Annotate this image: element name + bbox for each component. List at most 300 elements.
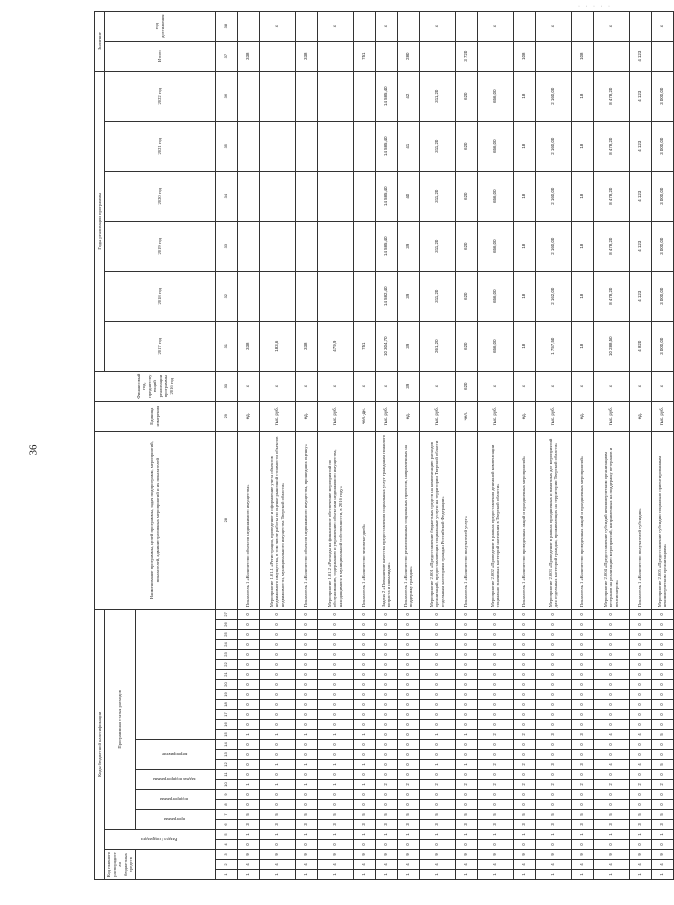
total-cell: 108	[513, 41, 535, 71]
code-cell: 0	[455, 710, 477, 720]
year-value-cell	[295, 271, 317, 321]
code-cell: 0	[571, 690, 593, 700]
code-cell: 0	[397, 660, 419, 670]
code-cell: 1	[455, 730, 477, 740]
code-cell: 0	[455, 609, 477, 619]
code-cell: 2	[455, 780, 477, 790]
code-cell: 0	[571, 640, 593, 650]
table-row	[295, 11, 317, 879]
code-cell: 0	[477, 700, 513, 710]
code-cell: 0	[629, 750, 651, 760]
code-cell: 0	[295, 800, 317, 810]
code-cell: 0	[295, 710, 317, 720]
code-cell: 0	[375, 800, 397, 810]
reach-year-cell: х	[259, 11, 295, 41]
code-cell: 1	[317, 780, 353, 790]
unit-cell: тыс. руб.	[477, 401, 513, 431]
row-name-cell: Задача 2 «Повышение качества предоставления социальных услуг гражданам пожилого возраста и инвалидам»	[375, 431, 397, 609]
code-cell: 0	[317, 750, 353, 760]
row-name-cell: Показатель 1 «Количество объектов недвижимого имущества»	[237, 431, 259, 609]
code-cell: 0	[535, 790, 571, 800]
code-cell: 0	[375, 700, 397, 710]
code-cell: 0	[455, 620, 477, 630]
target-col-label: задача подпрограммы	[152, 777, 196, 783]
code-cell: 0	[295, 770, 317, 780]
year-value-cell	[353, 71, 375, 121]
code-cell: 3	[353, 820, 375, 830]
row-name-cell: Мероприятие 2.005 «Предоставление субсидии социально ориентированным некоммерческим организациям»	[651, 431, 673, 609]
column-index-cell: 16	[215, 720, 237, 730]
code-cell: 5	[477, 810, 513, 820]
code-cell: 5	[629, 810, 651, 820]
code-cell: 0	[353, 640, 375, 650]
code-cell: 0	[397, 760, 419, 770]
code-cell: 0	[455, 670, 477, 680]
total-cell: 338	[295, 41, 317, 71]
code-cell: 0	[397, 710, 419, 720]
year-value-cell: 2 160,00	[535, 71, 571, 121]
column-index-cell: 33	[215, 221, 237, 271]
year-header-2018: 2018 год	[105, 271, 216, 321]
column-index-cell: 21	[215, 670, 237, 680]
code-cell: 0	[571, 840, 593, 850]
code-cell: 0	[317, 800, 353, 810]
code-cell: 0	[295, 750, 317, 760]
code-cell: 0	[651, 650, 673, 660]
code-cell: 0	[513, 790, 535, 800]
row-name-cell: Показатель 1 «Количество объектов недвижимого имущества, прошедших оценку»	[295, 431, 317, 609]
unit-cell: ед.	[295, 401, 317, 431]
year-value-cell: 311,20	[419, 271, 455, 321]
code-cell: 3	[651, 820, 673, 830]
year-value-cell	[353, 221, 375, 271]
unit-cell: ед.	[571, 401, 593, 431]
code-cell: 0	[419, 710, 455, 720]
table-row	[353, 11, 375, 879]
code-cell: 0	[375, 740, 397, 750]
code-cell: 0	[513, 750, 535, 760]
code-cell: 0	[535, 710, 571, 720]
year-value-cell	[295, 171, 317, 221]
code-cell: 0	[535, 609, 571, 619]
unit-cell: тыс. руб.	[317, 401, 353, 431]
code-cell: 1	[353, 730, 375, 740]
code-cell: 0	[237, 660, 259, 670]
row-name-cell: Показатель 1 «Количество реализованных социальных проектов, направленных на поддержку граждан»	[397, 431, 419, 609]
code-cell: 0	[419, 790, 455, 800]
reach-year-cell: х	[651, 11, 673, 41]
code-cell: 9	[477, 850, 513, 860]
code-cell: 2	[629, 780, 651, 790]
year-value-cell: 4 820	[629, 321, 651, 371]
code-cell: 0	[419, 800, 455, 810]
code-cell: 3	[477, 820, 513, 830]
code-cell: 0	[477, 620, 513, 630]
total-cell	[535, 41, 571, 71]
year-value-cell	[237, 221, 259, 271]
column-index-cell: 9	[215, 790, 237, 800]
code-cell: 0	[259, 800, 295, 810]
code-cell: 4	[259, 860, 295, 870]
code-cell: 1	[295, 730, 317, 740]
code-cell: 0	[651, 690, 673, 700]
code-cell: 0	[593, 650, 629, 660]
year-value-cell	[353, 271, 375, 321]
code-cell: 9	[353, 850, 375, 860]
code-cell: 2	[419, 780, 455, 790]
code-cell: 0	[629, 620, 651, 630]
code-filler-header	[135, 609, 215, 739]
code-cell: 0	[571, 710, 593, 720]
code-cell: 0	[513, 710, 535, 720]
code-cell: 5	[513, 810, 535, 820]
code-cell: 0	[397, 840, 419, 850]
row-name-cell: Мероприятие 2.004 «Предоставление субсидий некоммерческим организациям ветеранов на реализацию мероприятий, направленных на поддержку ветеранов и пенсионеров»	[593, 431, 629, 609]
code-cell: 1	[651, 830, 673, 840]
code-cell: 3	[535, 820, 571, 830]
year-value-cell: 18	[513, 271, 535, 321]
column-index-cell: 22	[215, 660, 237, 670]
code-cell: 3	[317, 820, 353, 830]
year-value-cell	[353, 121, 375, 171]
year-value-cell: 3 000,00	[651, 321, 673, 371]
code-cell: 0	[375, 650, 397, 660]
code-cell: 1	[477, 830, 513, 840]
code-cell: 0	[317, 609, 353, 619]
code-cell: 0	[477, 800, 513, 810]
code-cell: 0	[629, 800, 651, 810]
code-cell: 0	[477, 650, 513, 660]
code-cell: 0	[419, 770, 455, 780]
target-col-header	[135, 770, 215, 790]
code-cell: 0	[477, 690, 513, 700]
code-cell: 5	[571, 810, 593, 820]
code-cell: 0	[651, 680, 673, 690]
code-cell: 0	[317, 840, 353, 850]
code-cell: 0	[419, 660, 455, 670]
code-cell: 1	[535, 830, 571, 840]
unit-cell: тыс. руб.	[375, 401, 397, 431]
code-cell: 0	[477, 680, 513, 690]
code-cell: 0	[295, 680, 317, 690]
code-cell: 0	[375, 620, 397, 630]
code-cell: 0	[535, 720, 571, 730]
code-cell: 0	[593, 670, 629, 680]
code-cell: 1	[593, 830, 629, 840]
code-cell: 0	[629, 609, 651, 619]
code-cell: 0	[571, 660, 593, 670]
year-value-cell: 1 757,50	[535, 321, 571, 371]
code-cell: 0	[535, 690, 571, 700]
code-cell: 0	[455, 800, 477, 810]
code-cell: 0	[593, 609, 629, 619]
fin-year-cell: х	[317, 371, 353, 401]
code-cell: 5	[455, 810, 477, 820]
code-cell: 0	[593, 740, 629, 750]
code-cell: 0	[477, 770, 513, 780]
fin-year-cell: х	[295, 371, 317, 401]
code-cell: 9	[237, 850, 259, 860]
year-value-cell: 2 160,00	[535, 221, 571, 271]
code-cell: 1	[353, 780, 375, 790]
column-index-cell: 32	[215, 271, 237, 321]
code-cell: 0	[571, 720, 593, 730]
row-name-cell: Мероприятие 2.002 «Проведение в рамках предоставления денежной компенсации социально значимых категорий населения в Тверской области»	[477, 431, 513, 609]
code-cell: 0	[259, 609, 295, 619]
reach-year-cell	[455, 11, 477, 41]
code-cell: 1	[237, 730, 259, 740]
code-cell: 4	[477, 860, 513, 870]
row-name-cell: Показатель 1 «Количество человеко-дней»	[353, 431, 375, 609]
unit-cell: ед.	[237, 401, 259, 431]
code-cell: 5	[651, 810, 673, 820]
code-cell: 0	[419, 609, 455, 619]
year-value-cell: 620	[455, 71, 477, 121]
code-cell: 0	[375, 720, 397, 730]
code-cell: 0	[593, 750, 629, 760]
year-value-cell: 656,00	[477, 71, 513, 121]
year-value-cell: 4 123	[629, 271, 651, 321]
code-cell: 0	[455, 650, 477, 660]
code-cell: 1	[455, 760, 477, 770]
year-value-cell: 311,20	[419, 171, 455, 221]
code-cell: 0	[419, 840, 455, 850]
code-cell: 0	[513, 680, 535, 690]
code-cell: 0	[295, 790, 317, 800]
code-cell: 0	[375, 760, 397, 770]
code-cell: 0	[455, 720, 477, 730]
code-cell: 0	[353, 680, 375, 690]
year-value-cell: 620	[455, 271, 477, 321]
column-index-cell: 10	[215, 780, 237, 790]
code-cell: 0	[237, 800, 259, 810]
table-row	[593, 11, 629, 879]
code-cell: 5	[397, 810, 419, 820]
code-cell: 0	[455, 680, 477, 690]
code-cell: 0	[419, 750, 455, 760]
code-cell: 1	[295, 760, 317, 770]
year-value-cell: 2 160,00	[535, 171, 571, 221]
code-cell: 0	[397, 670, 419, 680]
code-cell: 0	[237, 790, 259, 800]
code-cell: 0	[593, 630, 629, 640]
code-cell: 0	[353, 770, 375, 780]
code-cell: 1	[317, 830, 353, 840]
code-cell: 0	[353, 710, 375, 720]
fin-year-cell: х	[535, 371, 571, 401]
year-value-cell: 40	[397, 171, 419, 221]
code-cell: 0	[317, 660, 353, 670]
code-cell: 0	[535, 770, 571, 780]
code-cell: 9	[651, 850, 673, 860]
code-cell: 1	[295, 830, 317, 840]
column-index-cell: 28	[215, 431, 237, 609]
column-index-cell: 25	[215, 630, 237, 640]
code-cell: 0	[353, 740, 375, 750]
code-cell: 1	[419, 830, 455, 840]
code-cell: 4	[513, 860, 535, 870]
code-cell: 1	[571, 830, 593, 840]
row-name-cell: Показатель 1 «Количество получателей субсидии»	[629, 431, 651, 609]
total-cell	[651, 41, 673, 71]
code-cell: 3	[259, 820, 295, 830]
code-cell: 3	[419, 820, 455, 830]
code-cell: 5	[375, 810, 397, 820]
code-cell: 0	[259, 700, 295, 710]
code-cell: 0	[353, 750, 375, 760]
code-cell: 0	[295, 630, 317, 640]
code-cell: 9	[419, 850, 455, 860]
code-cell: 4	[593, 730, 629, 740]
code-cell: 0	[237, 620, 259, 630]
column-index-cell: 3	[215, 850, 237, 860]
code-cell: 0	[629, 640, 651, 650]
code-cell: 0	[455, 630, 477, 640]
year-value-cell: 39	[397, 271, 419, 321]
code-cell: 0	[259, 750, 295, 760]
code-cell: 0	[513, 770, 535, 780]
column-index-cell: 4	[215, 840, 237, 850]
year-value-cell: 3 000,00	[651, 121, 673, 171]
code-cell: 0	[593, 690, 629, 700]
year-value-cell	[295, 71, 317, 121]
code-cell: 0	[455, 840, 477, 850]
code-cell: 4	[295, 860, 317, 870]
rz-col-label: Раздел / подраздел	[140, 837, 178, 843]
code-cell: 0	[477, 750, 513, 760]
code-cell: 0	[513, 640, 535, 650]
code-cell: 1	[571, 870, 593, 880]
year-value-cell	[317, 71, 353, 121]
code-cell: 0	[375, 670, 397, 680]
year-value-cell: 656,00	[477, 121, 513, 171]
fin-year-cell: х	[651, 371, 673, 401]
code-cell: 0	[259, 660, 295, 670]
year-value-cell: 620	[455, 221, 477, 271]
code-cell: 0	[651, 630, 673, 640]
reach-year-cell: х	[317, 11, 353, 41]
code-cell: 0	[651, 720, 673, 730]
code-cell: 0	[375, 710, 397, 720]
year-value-cell: 14 582,40	[375, 271, 397, 321]
code-cell: 1	[419, 760, 455, 770]
name-col-header: Наименование программы, целей программы, задач подпрограмм, мероприятий, показателей, административных мероприятий и их показателей	[95, 431, 216, 609]
code-cell: 2	[593, 780, 629, 790]
fin-year-cell: х	[593, 371, 629, 401]
code-cell: 0	[455, 740, 477, 750]
row-name-cell: Мероприятие 1.01.1 «Регистрация, проведение и оформление учета объектов недвижимого имущества, в том числе работы по оценке рыночной стоимости объектов недвижимости, муниципального имущества Тверской области»	[259, 431, 295, 609]
grbs-code-header	[135, 850, 215, 880]
code-cell: 0	[237, 700, 259, 710]
fin-year-cell: 620	[455, 371, 477, 401]
table-row	[513, 11, 535, 879]
code-cell: 0	[571, 630, 593, 640]
total-cell: 338	[237, 41, 259, 71]
code-cell: 0	[535, 740, 571, 750]
fin-year-cell: х	[629, 371, 651, 401]
code-cell: 0	[651, 710, 673, 720]
code-cell: 0	[317, 620, 353, 630]
code-cell: 0	[455, 690, 477, 700]
year-value-cell	[237, 71, 259, 121]
year-value-cell: 14 585,40	[375, 221, 397, 271]
code-cell: 5	[593, 810, 629, 820]
code-cell: 0	[375, 640, 397, 650]
year-value-cell: 18	[513, 221, 535, 271]
code-cell: 0	[353, 660, 375, 670]
row-name-cell: Мероприятие 2.001 «Предоставление бюджетных средств на компенсацию расходов организаций, предоставляющих социальные услуги на территории Тверской области отдельным категориям граждан Российской Федерации»	[419, 431, 455, 609]
code-cell: 0	[237, 640, 259, 650]
code-cell: 0	[237, 840, 259, 850]
fin-year-cell: х	[375, 371, 397, 401]
code-cell: 5	[295, 810, 317, 820]
code-cell: 0	[397, 700, 419, 710]
code-cell: 2	[651, 780, 673, 790]
column-index-cell: 36	[215, 71, 237, 121]
code-cell: 0	[535, 630, 571, 640]
table-row	[419, 11, 455, 879]
column-index-cell: 17	[215, 710, 237, 720]
total-cell	[419, 41, 455, 71]
year-value-cell	[237, 171, 259, 221]
total-cell	[259, 41, 295, 71]
code-cell: 0	[455, 640, 477, 650]
code-cell: 2	[513, 760, 535, 770]
code-cell: 0	[259, 650, 295, 660]
reach-year-cell: х	[477, 11, 513, 41]
code-cell: 1	[317, 870, 353, 880]
year-value-cell	[237, 271, 259, 321]
code-cell: 4	[237, 860, 259, 870]
year-value-cell: 14 585,40	[375, 71, 397, 121]
unit-cell: тыс. руб.	[259, 401, 295, 431]
code-cell: 0	[237, 670, 259, 680]
code-cell: 0	[375, 770, 397, 780]
code-cell: 1	[477, 870, 513, 880]
code-cell: 0	[571, 790, 593, 800]
code-cell: 1	[295, 780, 317, 790]
code-cell: 0	[397, 620, 419, 630]
column-index-cell: 24	[215, 640, 237, 650]
year-value-cell	[353, 171, 375, 221]
code-cell: 0	[259, 770, 295, 780]
code-cell: 0	[259, 710, 295, 720]
code-cell: 0	[513, 660, 535, 670]
year-value-cell: 8 478,20	[593, 71, 629, 121]
column-index-cell: 23	[215, 650, 237, 660]
column-index-cell: 26	[215, 620, 237, 630]
code-cell: 0	[513, 800, 535, 810]
rotated-table-container	[94, 14, 667, 880]
year-value-cell	[259, 121, 295, 171]
code-cell: 3	[571, 730, 593, 740]
page-number: 36	[27, 444, 40, 456]
code-cell: 3	[397, 820, 419, 830]
code-cell: 0	[237, 760, 259, 770]
year-value-cell: 311,20	[419, 121, 455, 171]
year-value-cell: 18	[571, 221, 593, 271]
code-cell: 0	[317, 640, 353, 650]
code-cell: 0	[295, 670, 317, 680]
year-value-cell: 41	[397, 121, 419, 171]
code-cell: 0	[397, 630, 419, 640]
code-cell: 0	[629, 710, 651, 720]
code-cell: 9	[629, 850, 651, 860]
year-value-cell: 18	[513, 121, 535, 171]
year-value-cell: 3 000,00	[651, 171, 673, 221]
year-value-cell: 18	[513, 321, 535, 371]
table-row	[477, 11, 513, 879]
